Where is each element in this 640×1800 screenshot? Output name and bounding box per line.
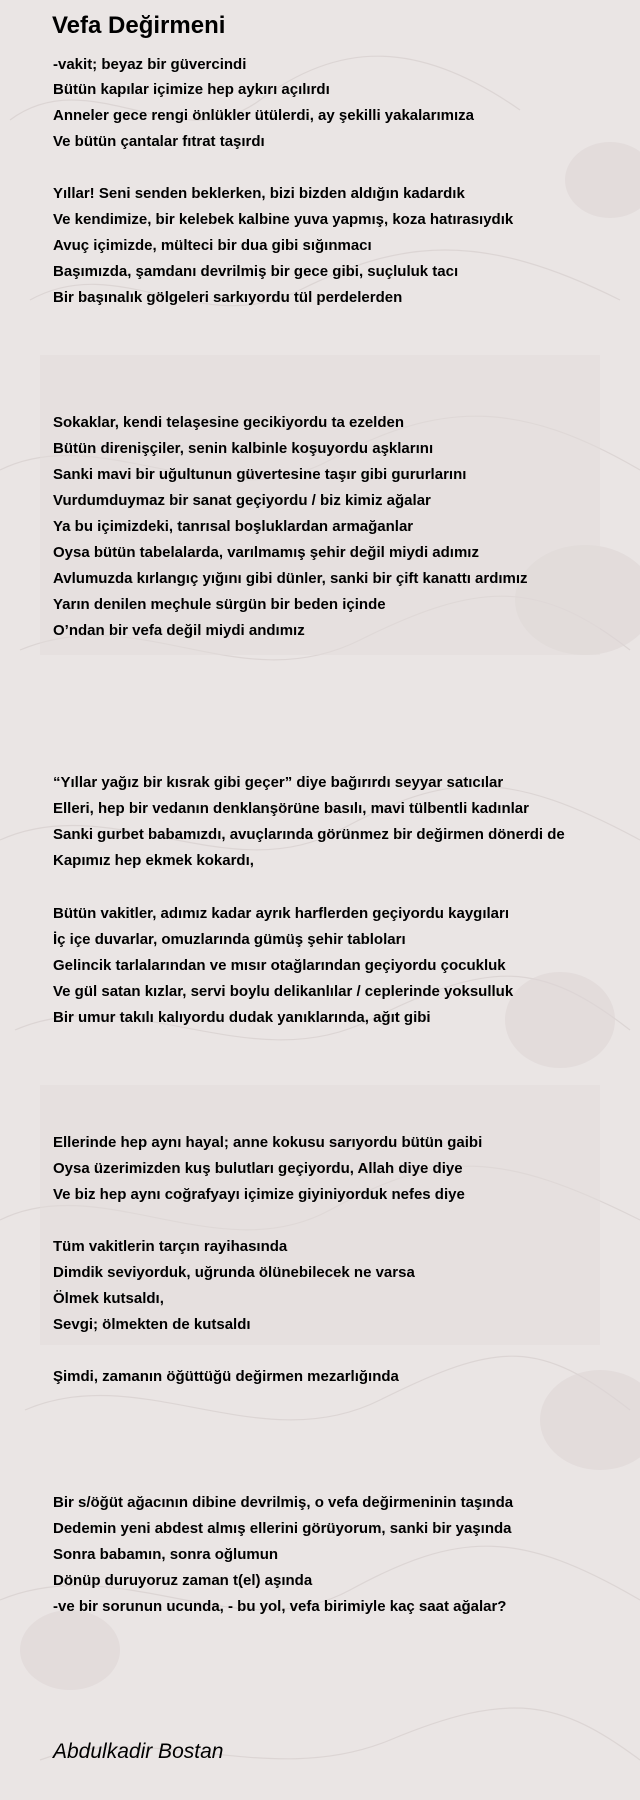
- poem-title: Vefa Değirmeni: [52, 12, 226, 39]
- poem-line: Anneler gece rengi önlükler ütülerdi, ay şekilli yakalarımıza: [53, 107, 475, 124]
- poem-line: Sevgi; ölmekten de kutsaldı: [53, 1316, 251, 1333]
- poem-line: Yıllar! Seni senden beklerken, bizi bizden aldığın kadardık: [53, 185, 465, 202]
- poem-line: Sokaklar, kendi telaşesine gecikiyordu ta ezelden: [53, 414, 404, 431]
- poem-line: Bütün direnişçiler, senin kalbinle koşuyordu aşklarını: [53, 440, 434, 457]
- poem-line: “Yıllar yağız bir kısrak gibi geçer” diye bağırırdı seyyar satıcılar: [53, 774, 504, 791]
- poem-line: Bütün vakitler, adımız kadar ayrık harflerden geçiyordu kaygıları: [53, 905, 510, 922]
- poem-line: Dedemin yeni abdest almış ellerini görüyorum, sanki bir yaşında: [53, 1520, 512, 1537]
- poem-line: Avuç içimizde, mülteci bir dua gibi sığınmacı: [53, 237, 372, 254]
- poem-line: Dönüp duruyoruz zaman t(el) aşında: [53, 1572, 313, 1589]
- poem-line: Avlumuzda kırlangıç yığını gibi dünler, sanki bir çift kanattı ardımız: [53, 570, 528, 587]
- poem-line: Ve kendimize, bir kelebek kalbine yuva yapmış, koza hatırasıydık: [53, 211, 514, 228]
- poem-line: Gelincik tarlalarından ve mısır otağlarından geçiyordu çocukluk: [53, 957, 506, 974]
- poem-line: O’ndan bir vefa değil miydi andımız: [53, 622, 305, 639]
- poem-line: Sanki gurbet babamızdı, avuçlarında görünmez bir değirmen dönerdi de: [53, 826, 565, 843]
- poem-line: Tüm vakitlerin tarçın rayihasında: [53, 1238, 288, 1255]
- poem-line: Bir umur takılı kalıyordu dudak yanıklarında, ağıt gibi: [53, 1009, 431, 1026]
- poem-line: Şimdi, zamanın öğüttüğü değirmen mezarlığında: [53, 1368, 399, 1385]
- poem-line: Sanki mavi bir uğultunun güvertesine taşır gibi gururlarını: [53, 466, 467, 483]
- poem-line: Ve gül satan kızlar, servi boylu delikanlılar / ceplerinde yoksulluk: [53, 983, 514, 1000]
- poem-line: Vurdumduymaz bir sanat geçiyordu / biz kimiz ağalar: [53, 492, 431, 509]
- poem-line: -ve bir sorunun ucunda, - bu yol, vefa birimiyle kaç saat ağalar?: [53, 1598, 507, 1615]
- poem-line: Kapımız hep ekmek kokardı,: [53, 852, 254, 869]
- poem-line: Ellerinde hep aynı hayal; anne kokusu sarıyordu bütün gaibi: [53, 1134, 483, 1151]
- poem-line: -vakit; beyaz bir güvercindi: [53, 56, 247, 73]
- poem-line: Başımızda, şamdanı devrilmiş bir gece gibi, suçluluk tacı: [53, 263, 459, 280]
- poem-line: Bir s/öğüt ağacının dibine devrilmiş, o vefa değirmeninin taşında: [53, 1494, 514, 1511]
- poem-author: Abdulkadir Bostan: [53, 1740, 224, 1763]
- poem-line: Elleri, hep bir vedanın denklanşörüne basılı, mavi tülbentli kadınlar: [53, 800, 529, 817]
- poem-line: Oysa üzerimizden kuş bulutları geçiyordu, Allah diye diye: [53, 1160, 463, 1177]
- poem-line: Yarın denilen meçhule sürgün bir beden içinde: [53, 596, 386, 613]
- poem-line: Oysa bütün tabelalarda, varılmamış şehir değil miydi adımız: [53, 544, 479, 561]
- poem-line: Ve biz hep aynı coğrafyayı içimize giyiniyorduk nefes diye: [53, 1186, 465, 1203]
- poem-line: Sonra babamın, sonra oğlumun: [53, 1546, 279, 1563]
- poem-line: Bütün kapılar içimize hep aykırı açılırdı: [53, 81, 330, 98]
- poem-line: Ve bütün çantalar fıtrat taşırdı: [53, 133, 265, 150]
- poem-line: Ya bu içimizdeki, tanrısal boşluklardan armağanlar: [53, 518, 414, 535]
- poem-line: İç içe duvarlar, omuzlarında gümüş şehir tabloları: [53, 931, 406, 948]
- poem-line: Bir başınalık gölgeleri sarkıyordu tül perdelerden: [53, 289, 403, 306]
- poem-line: Dimdik seviyorduk, uğrunda ölünebilecek ne varsa: [53, 1264, 415, 1281]
- poem-line: Ölmek kutsaldı,: [53, 1290, 164, 1307]
